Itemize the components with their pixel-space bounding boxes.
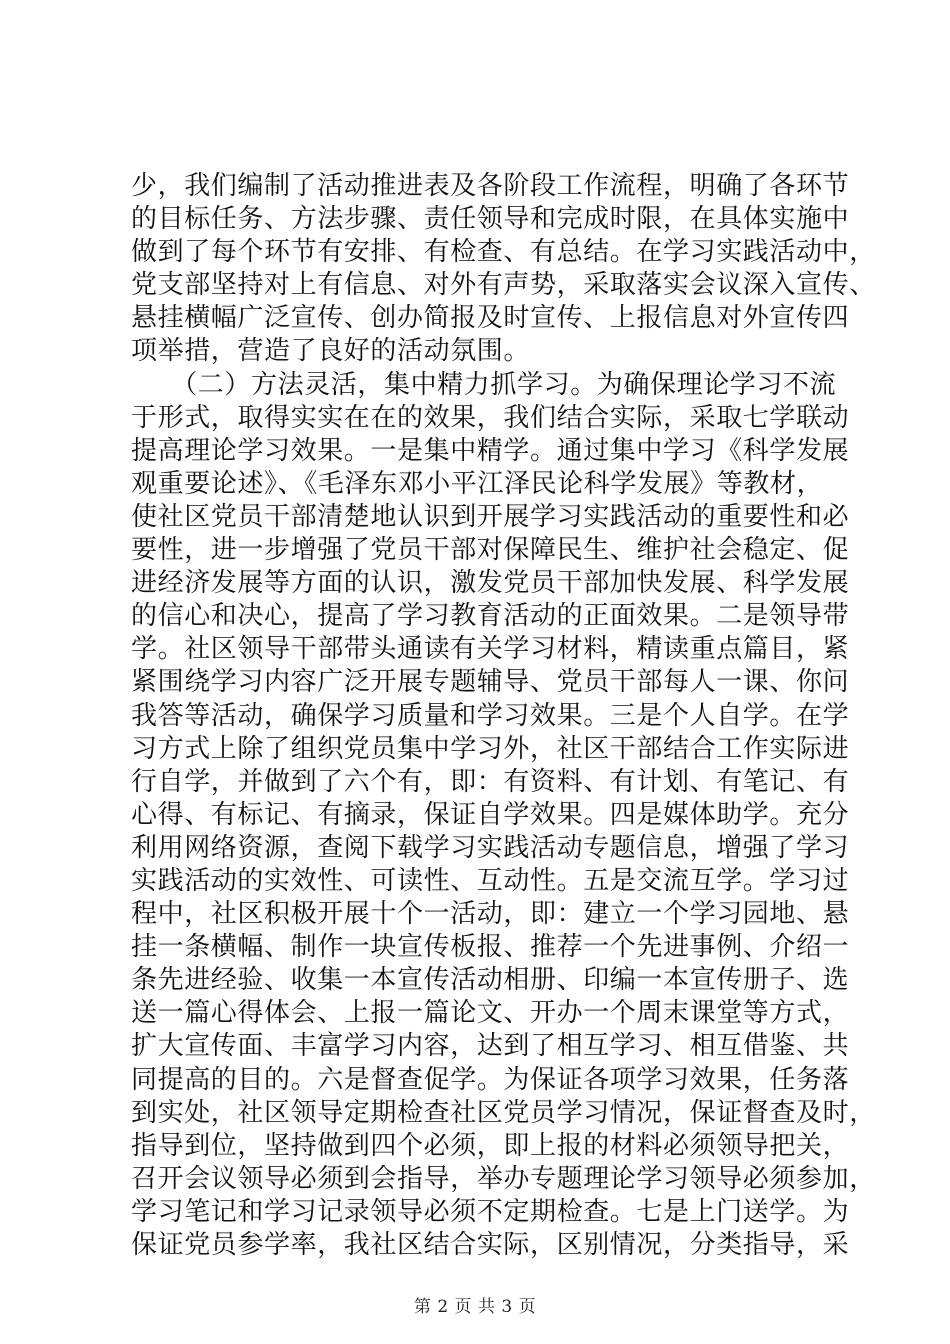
text-line: 使社区党员干部清楚地认识到开展学习实践活动的重要性和必 [131,501,850,532]
text-line: 紧围绕学习内容广泛开展专题辅导、党员干部每人一课、你问 [131,667,850,698]
text-line: 的目标任务、方法步骤、责任领导和完成时限，在具体实施中 [131,204,850,235]
text-line: 悬挂横幅广泛宣传、创办简报及时宣传、上报信息对外宣传四 [131,303,850,334]
text-line: 少，我们编制了活动推进表及各阶段工作流程，明确了各环节 [131,171,850,201]
text-line: 党支部坚持对上有信息、对外有声势，采取落实会议深入宣传、 [131,270,876,301]
text-line: 要性，进一步增强了党员干部对保障民生、维护社会稳定、促 [131,535,850,566]
text-line: 到实处，社区领导定期检查社区党员学习情况，保证督查及时， [131,1097,876,1128]
text-line: 习方式上除了组织党员集中学习外，社区干部结合工作实际进 [131,733,850,764]
text-line: 保证党员参学率，我社区结合实际，区别情况，分类指导，采 [131,1230,850,1260]
text-line: 条先进经验、收集一本宣传活动相册、印编一本宣传册子、选 [131,965,850,996]
text-line: 挂一条横幅、制作一块宣传板报、推荐一个先进事例、介绍一 [131,932,850,963]
body-text [131,170,876,1262]
text-line: 实践活动的实效性、可读性、互动性。五是交流互学。学习过 [131,865,850,896]
text-line: 进经济发展等方面的认识，激发党员干部加快发展、科学发展 [131,568,850,599]
text-line: 召开会议领导必须到会指导，举办专题理论学习领导必须参加， [131,1163,876,1194]
text-line: 程中，社区积极开展十个一活动，即：建立一个学习园地、悬 [131,899,850,930]
text-line: 同提高的目的。六是督查促学。为保证各项学习效果，任务落 [131,1064,850,1095]
text-line: 我答等活动，确保学习质量和学习效果。三是个人自学。在学 [131,700,850,731]
text-line: 学习笔记和学习记录领导必须不定期检查。七是上门送学。为 [131,1196,850,1227]
text-line: 提高理论学习效果。一是集中精学。通过集中学习《科学发展 [131,435,850,466]
text-line: （二）方法灵活，集中精力抓学习。为确保理论学习不流 [131,369,837,400]
text-line: 项举措，营造了良好的活动氛围。 [131,336,531,367]
text-line: 扩大宣传面、丰富学习内容，达到了相互学习、相互借鉴、共 [131,1031,850,1062]
text-line: 做到了每个环节有安排、有检查、有总结。在学习实践活动中， [131,237,876,268]
text-line: 送一篇心得体会、上报一篇论文、开办一个周末课堂等方式， [131,998,850,1029]
text-line: 观重要论述》、《毛泽东邓小平江泽民论科学发展》等教材， [131,468,824,499]
text-line: 于形式，取得实实在在的效果，我们结合实际，采取七学联动 [131,402,850,433]
text-line: 行自学，并做到了六个有，即：有资料、有计划、有笔记、有 [131,766,850,797]
text-line: 利用网络资源，查阅下载学习实践活动专题信息，增强了学习 [131,832,850,863]
text-line: 指导到位，坚持做到四个必须，即上报的材料必须领导把关， [131,1130,850,1161]
page-number-footer: 第 2 页 共 3 页 [413,1297,537,1317]
text-line: 学。社区领导干部带头通读有关学习材料，精读重点篇目，紧 [131,634,850,665]
text-line: 的信心和决心，提高了学习教育活动的正面效果。二是领导带 [131,601,850,632]
text-line: 心得、有标记、有摘录，保证自学效果。四是媒体助学。充分 [131,799,850,830]
